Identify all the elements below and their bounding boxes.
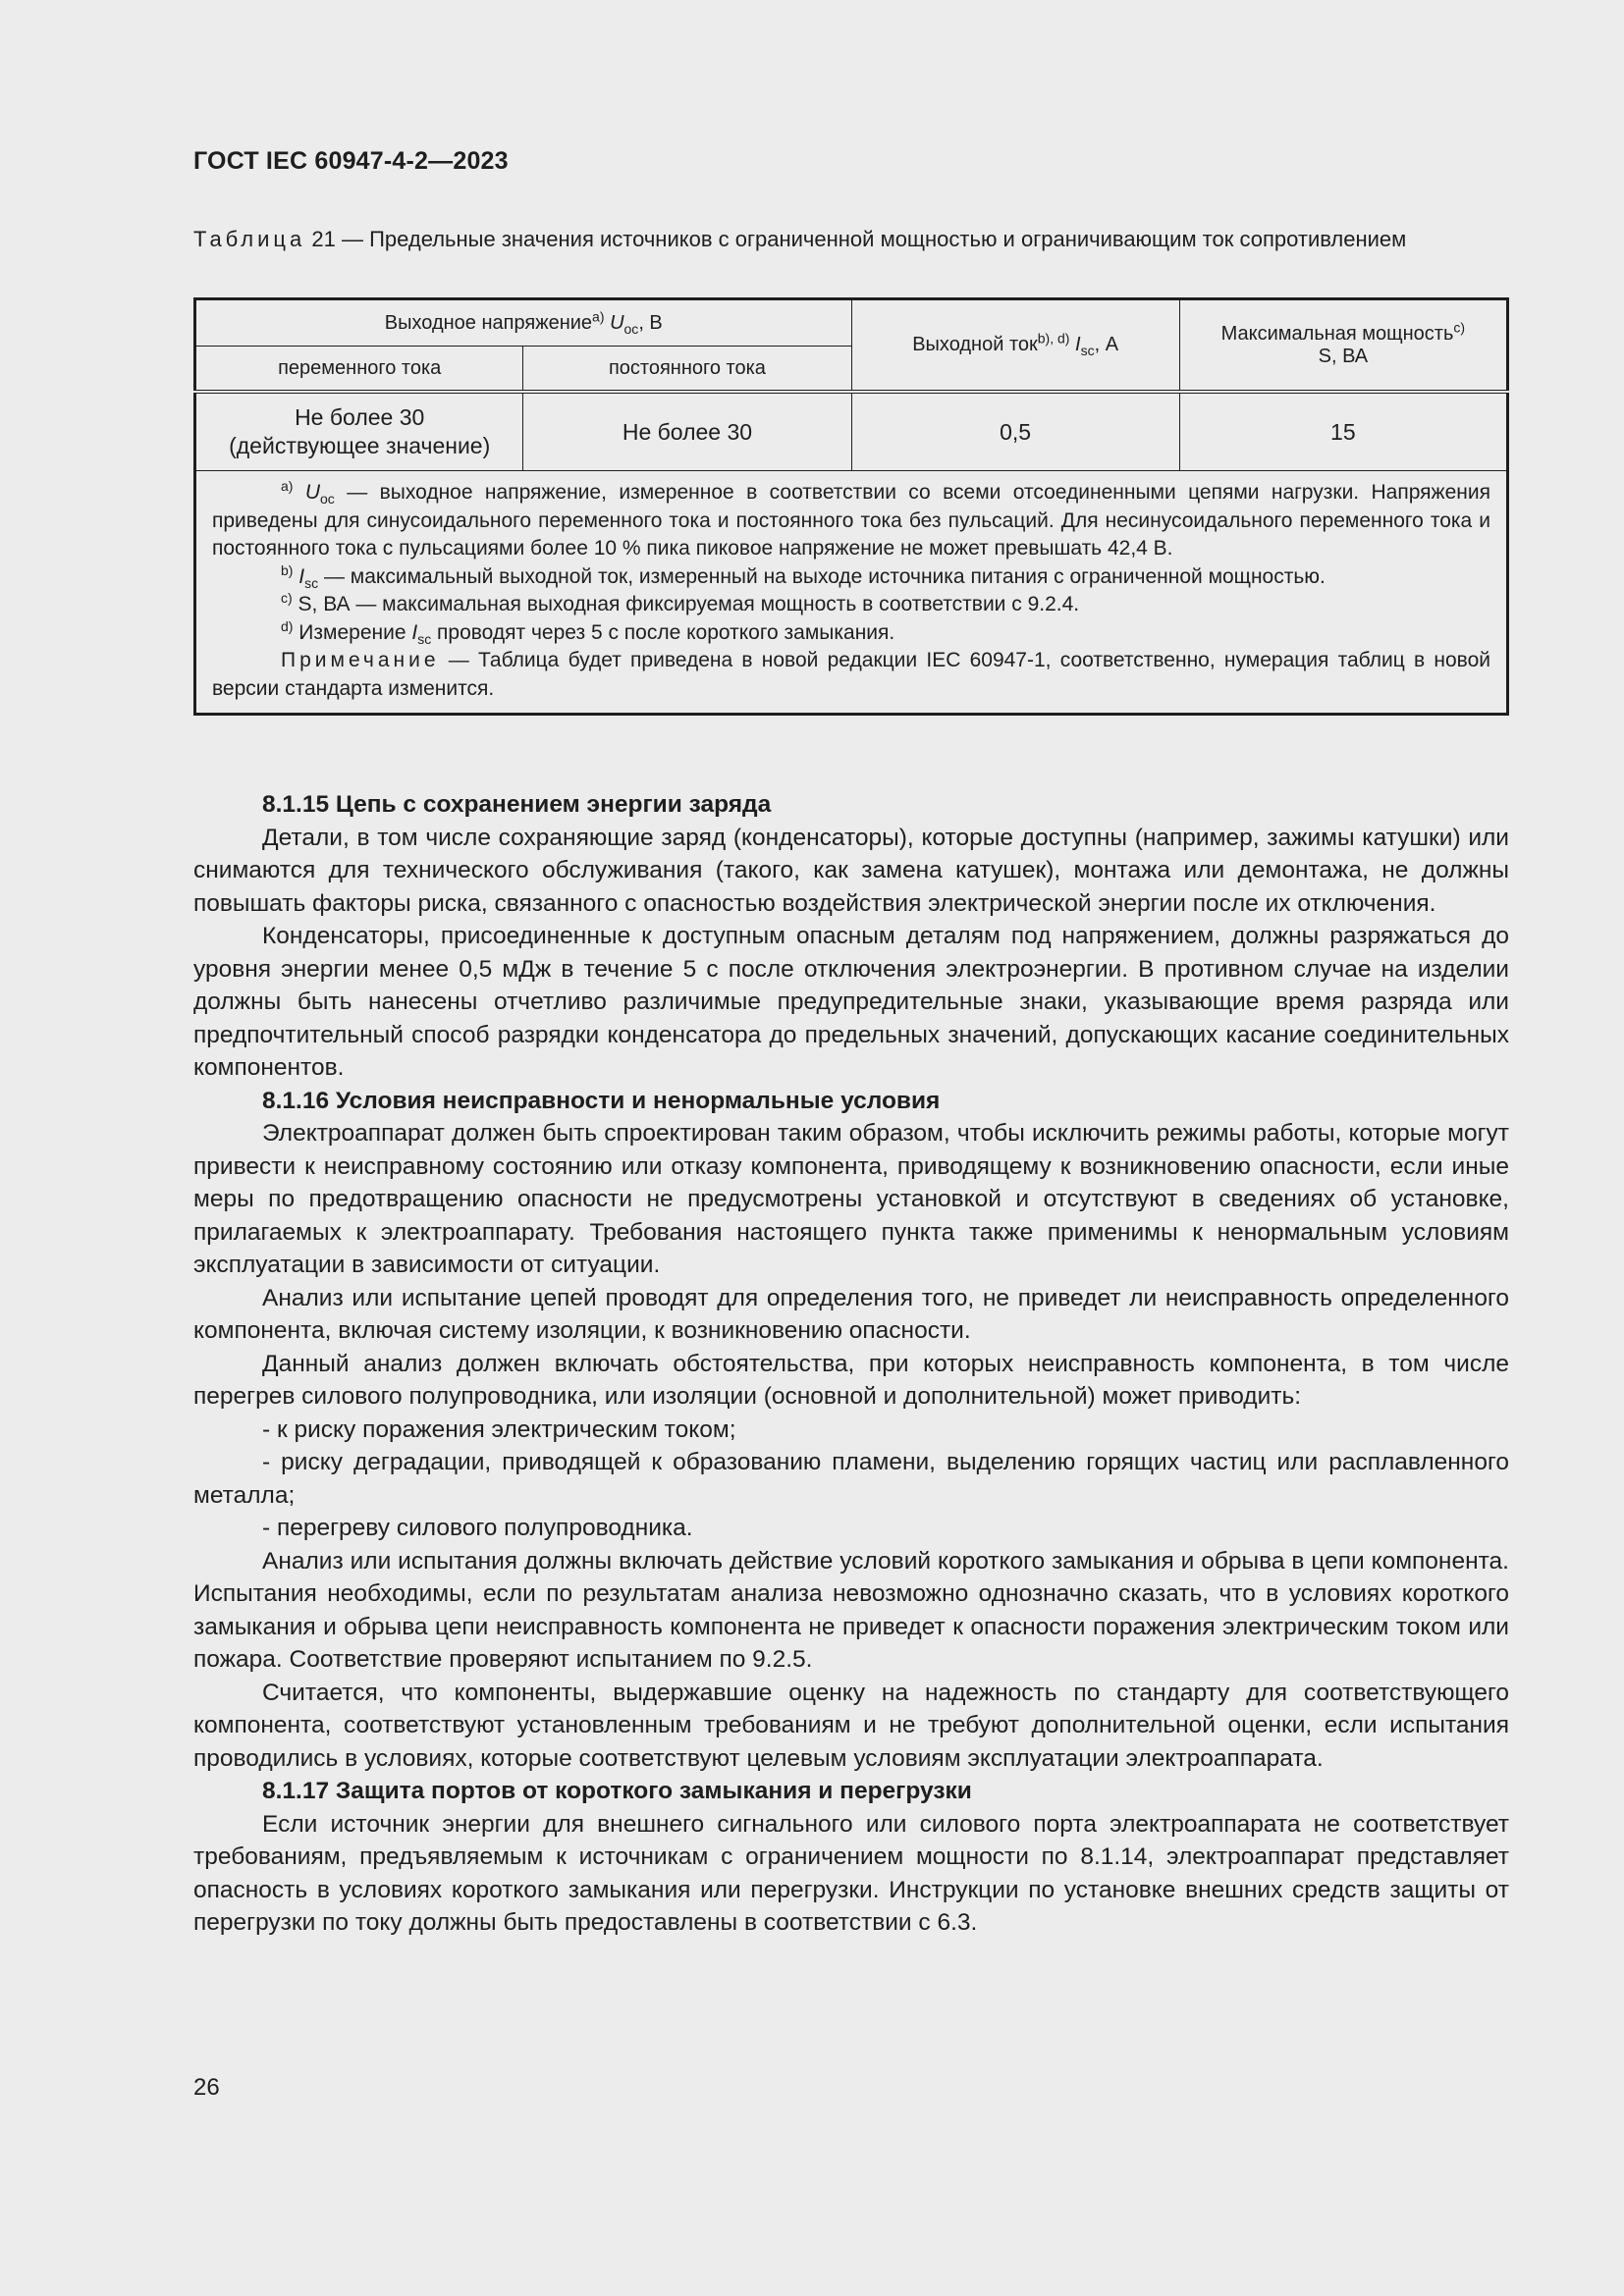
paragraph: Данный анализ должен включать обстоятельства, при которых неисправность компонента, в том числе перегрев силового полупроводника, или изоляции (основной и дополнительной) может приводить: [193,1350,1509,1410]
body-text [193,788,1509,1940]
table-caption-word: Таблица [193,227,306,251]
table-row [195,392,1508,471]
note-a: $^{a)}$ $U_{ос}$ — выходное напряжение, измеренное в соответствии со всеми отсоединенными цепями нагрузки. Напряжения приведены для синусоидального переменного тока и постоянного тока без пульсаций. Для несинусоидального переменного тока и постоянного тока с пульсациями более 10 % пика пиковое напряжение не может превышать 42,4 В. [212,478,1490,560]
cell-power: 15 [1179,392,1507,471]
section-8-1-16-title: 8.1.16 Условия неисправности и ненормальные условия [262,1087,941,1114]
section-8-1-17-title: 8.1.17 Защита портов от короткого замыкания и перегрузки [262,1778,972,1804]
table-notes [195,471,1508,715]
table-remark: Примечание — Таблица будет приведена в новой редакции IEC 60947-1, соответственно, нумерация таблиц в новой версии стандарта изменится. [212,649,1490,700]
list-item: - риску деградации, приводящей к образованию пламени, выделению горящих частиц или расплавленного металла; [193,1449,1509,1509]
cell-current: 0,5 [851,392,1179,471]
section-8-1-15-title: 8.1.15 Цепь с сохранением энергии заряда [262,791,772,818]
note-c: $^{c)}$ S, ВА — максимальная выходная фиксируемая мощность в соответствии с 9.2.4. [281,590,1080,615]
paragraph: Анализ или испытание цепей проводят для определения того, не приведет ли неисправность определенного компонента, включая систему изоляции, к возникновению опасности. [193,1284,1509,1344]
list-item: - перегреву силового полупроводника. [262,1515,693,1541]
col-header-ac: переменного тока [195,347,523,393]
col-header-power: Максимальная мощность$^{c)}$ S, ВА [1179,299,1507,393]
paragraph: Детали, в том числе сохраняющие заряд (конденсаторы), которые доступны (например, зажимы катушки) или снимаются для технического обслуживания (такого, как замена катушек), монтажа или демонтажа, не должны повышать факторы риска, связанного с опасностью воздействия электрической энергии после их отключения. [193,824,1509,917]
paragraph: Анализ или испытания должны включать действие условий короткого замыкания и обрыва в цепи компонента. Испытания необходимы, если по результатам анализа невозможно однозначно сказать, что в условиях короткого замыкания и обрыва цепи неисправность компонента не приведет к опасности поражения электрическим током или пожара. Соответствие проверяют испытанием по 9.2.5. [193,1547,1509,1673]
paragraph: Считается, что компоненты, выдержавшие оценку на надежность по стандарту для соответствующего компонента, соответствуют установленным требованиям и не требуют дополнительной оценки, если испытания проводились в условиях, которые соответствуют целевым условиям эксплуатации электроаппарата. [193,1679,1509,1772]
paragraph: Электроаппарат должен быть спроектирован таким образом, чтобы исключить режимы работы, которые могут привести к неисправному состоянию или отказу компонента, приводящему к возникновению опасности, если иные меры по предотвращению опасности не предусмотрены установкой и отсутствуют в сведениях об установке, прилагаемых к электроаппарату. Требования настоящего пункта также применимы к ненормальным условиям эксплуатации в зависимости от ситуации. [193,1120,1509,1278]
note-b: $^{b)}$ $I_{sc}$ — максимальный выходной ток, измеренный на выходе источника питания с ограниченной мощностью. [281,561,1326,591]
table-caption-text: 21 — Предельные значения источников с ограниченной мощностью и ограничивающим ток сопротивлением [305,227,1407,251]
list-item: - к риску поражения электрическим током; [262,1415,736,1443]
limits-table [193,297,1509,716]
cell-ac: Не более 30 (действующее значение) [195,392,523,471]
table-caption [193,226,1509,253]
paragraph: Если источник энергии для внешнего сигнального или силового порта электроаппарата не соответствует требованиям, предъявляемым к источникам с ограничением мощности по 8.1.14, электроаппарат представляет опасность в условиях короткого замыкания или перегрузки. Инструкции по установке внешних средств защиты от перегрузки по току должны быть предоставлены в соответствии с 6.3. [193,1810,1509,1936]
standard-header: ГОСТ IEC 60947-4-2—2023 [193,147,509,175]
page-number: 26 [193,2074,220,2101]
cell-dc: Не более 30 [523,392,851,471]
col-header-voltage: Выходное напряжение$^{a)}$ $U_{ос}$, В [195,299,852,347]
note-d: $^{d)}$ Измерение $I_{sc}$ проводят через 5 с после короткого замыкания. [281,617,895,647]
paragraph: Конденсаторы, присоединенные к доступным опасным деталям под напряжением, должны разряжаться до уровня энергии менее 0,5 мДж в течение 5 с после отключения электроэнергии. В противном случае на изделии должны быть нанесены отчетливо различимые предупредительные знаки, указывающие время разряда или предпочтительный способ разрядки конденсатора до предельных значений, допускающих касание соединительных компонентов. [193,923,1509,1081]
table-header-row [195,299,1508,347]
table-notes-row [195,471,1508,715]
col-header-current: Выходной ток$^{b), d)}$ $I_{sc}$, А [851,299,1179,393]
col-header-dc: постоянного тока [523,347,851,393]
